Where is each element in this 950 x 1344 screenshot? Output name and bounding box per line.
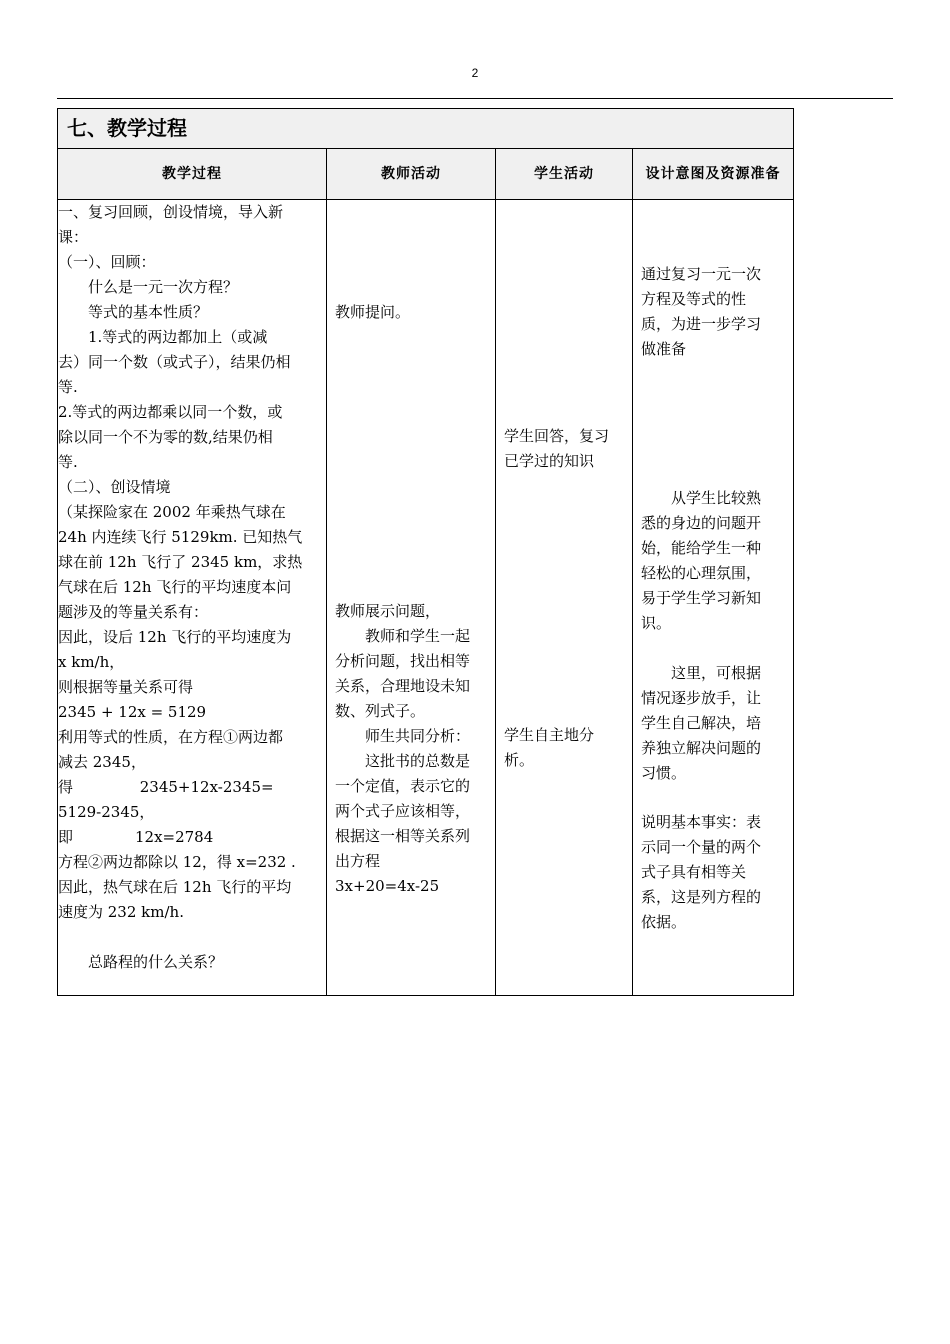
teacher-line: 根据这一相等关系列: [335, 827, 471, 845]
col-header-teacher: 教师活动: [327, 149, 496, 200]
design-line: 习惯。: [641, 764, 687, 782]
process-line: 1.等式的两边都加上（或减: [88, 328, 268, 346]
teacher-line: 教师展示问题，: [335, 602, 441, 620]
student-line: 学生自主地分: [504, 726, 595, 744]
process-line: 5129-2345，: [58, 803, 155, 821]
col-header-process: 教学过程: [58, 149, 327, 200]
teacher-line: 分析问题，找出相等: [335, 652, 471, 670]
process-line: （某探险家在 2002 年乘热气球在: [58, 503, 286, 521]
process-line: 什么是一元一次方程？: [88, 278, 239, 296]
process-line: 2345 + 12x = 5129: [58, 703, 207, 721]
header-rule: [57, 98, 893, 99]
design-line: 系，这是列方程的: [641, 888, 762, 906]
design-cell: [633, 200, 794, 996]
teacher-line: 出方程: [335, 852, 381, 870]
process-line: 因此，热气球在后 12h 飞行的平均: [58, 878, 292, 896]
design-line: 质，为进一步学习: [641, 315, 762, 333]
page-number: 2: [471, 66, 479, 80]
design-line: 易于学生学习新知: [641, 589, 762, 607]
design-line: 式子具有相等关: [641, 863, 747, 881]
process-line: 减去 2345，: [58, 753, 146, 771]
student-line: 析。: [504, 751, 535, 769]
teacher-line: 师生共同分析：: [365, 727, 471, 745]
teacher-line: 这批书的总数是: [365, 752, 471, 770]
teacher-line: 一个定值，表示它的: [335, 777, 471, 795]
process-line: 等式的基本性质？: [88, 303, 209, 321]
student-cell: [496, 200, 633, 996]
process-line: [58, 925, 326, 950]
design-line: 养独立解决问题的: [641, 739, 762, 757]
design-line: 示同一个量的两个: [641, 838, 762, 856]
section-title: 七、教学过程: [58, 109, 794, 149]
process-line: 24h 内连续飞行 5129km. 已知热气: [58, 528, 303, 546]
col-header-design: 设计意图及资源准备: [633, 149, 794, 200]
design-line: 识。: [641, 614, 672, 632]
design-line: 悉的身边的问题开: [641, 514, 762, 532]
teacher-line: 两个式子应该相等，: [335, 802, 471, 820]
design-line: 学生自己解决，培: [641, 714, 762, 732]
design-line: 依据。: [641, 913, 687, 931]
process-line: 即 12x=2784: [58, 828, 214, 846]
design-line: 从学生比较熟: [671, 489, 762, 507]
design-line: 轻松的心理氛围，: [641, 564, 762, 582]
process-line: 课：: [58, 228, 89, 246]
process-line: 等.: [58, 378, 78, 396]
process-line: 题涉及的等量关系有：: [58, 603, 209, 621]
process-line: 去）同一个数（或式子），结果仍相: [58, 353, 291, 371]
process-line: 球在前 12h 飞行了 2345 km，求热: [58, 553, 303, 571]
process-line: 除以同一个不为零的数,结果仍相: [58, 428, 273, 446]
process-cell: [58, 200, 327, 996]
design-line: 始，能给学生一种: [641, 539, 762, 557]
process-line: 利用等式的性质，在方程①两边都: [58, 728, 284, 746]
teacher-line: 关系，合理地设未知: [335, 677, 471, 695]
design-line: 这里，可根据: [671, 664, 762, 682]
process-line: 方程②两边都除以 12，得 x=232 .: [58, 853, 296, 871]
process-line: （一）、回顾：: [58, 253, 156, 271]
process-line: （二）、创设情境: [58, 478, 171, 496]
process-line: 得 2345+12x-2345=: [58, 778, 274, 796]
teacher-line: 3x+20=4x-25: [335, 877, 440, 895]
process-line: 因此，设后 12h 飞行的平均速度为: [58, 628, 292, 646]
design-line: 方程及等式的性: [641, 290, 747, 308]
student-line: 已学过的知识: [504, 452, 595, 470]
design-line: 说明基本事实：表: [641, 813, 762, 831]
design-line: 情况逐步放手，让: [641, 689, 762, 707]
process-line: 速度为 232 km/h.: [58, 903, 184, 921]
teacher-line: 数、列式子。: [335, 702, 426, 720]
design-line: 做准备: [641, 340, 687, 358]
process-line: 等.: [58, 453, 78, 471]
teacher-ask: 教师提问。: [335, 303, 411, 321]
design-line: 通过复习一元一次: [641, 265, 762, 283]
teacher-cell: [327, 200, 496, 996]
process-line: 2.等式的两边都乘以同一个数，或: [58, 403, 283, 421]
process-line: 气球在后 12h 飞行的平均速度本问: [58, 578, 292, 596]
student-line: 学生回答，复习: [504, 427, 610, 445]
process-line: x km/h，: [58, 653, 125, 671]
col-header-student: 学生活动: [496, 149, 633, 200]
teaching-process-table: [57, 108, 794, 996]
process-line: 则根据等量关系可得: [58, 678, 194, 696]
teacher-line: 教师和学生一起: [365, 627, 471, 645]
process-line: 一、复习回顾，创设情境，导入新: [58, 203, 284, 221]
process-line: 总路程的什么关系？: [88, 953, 224, 971]
